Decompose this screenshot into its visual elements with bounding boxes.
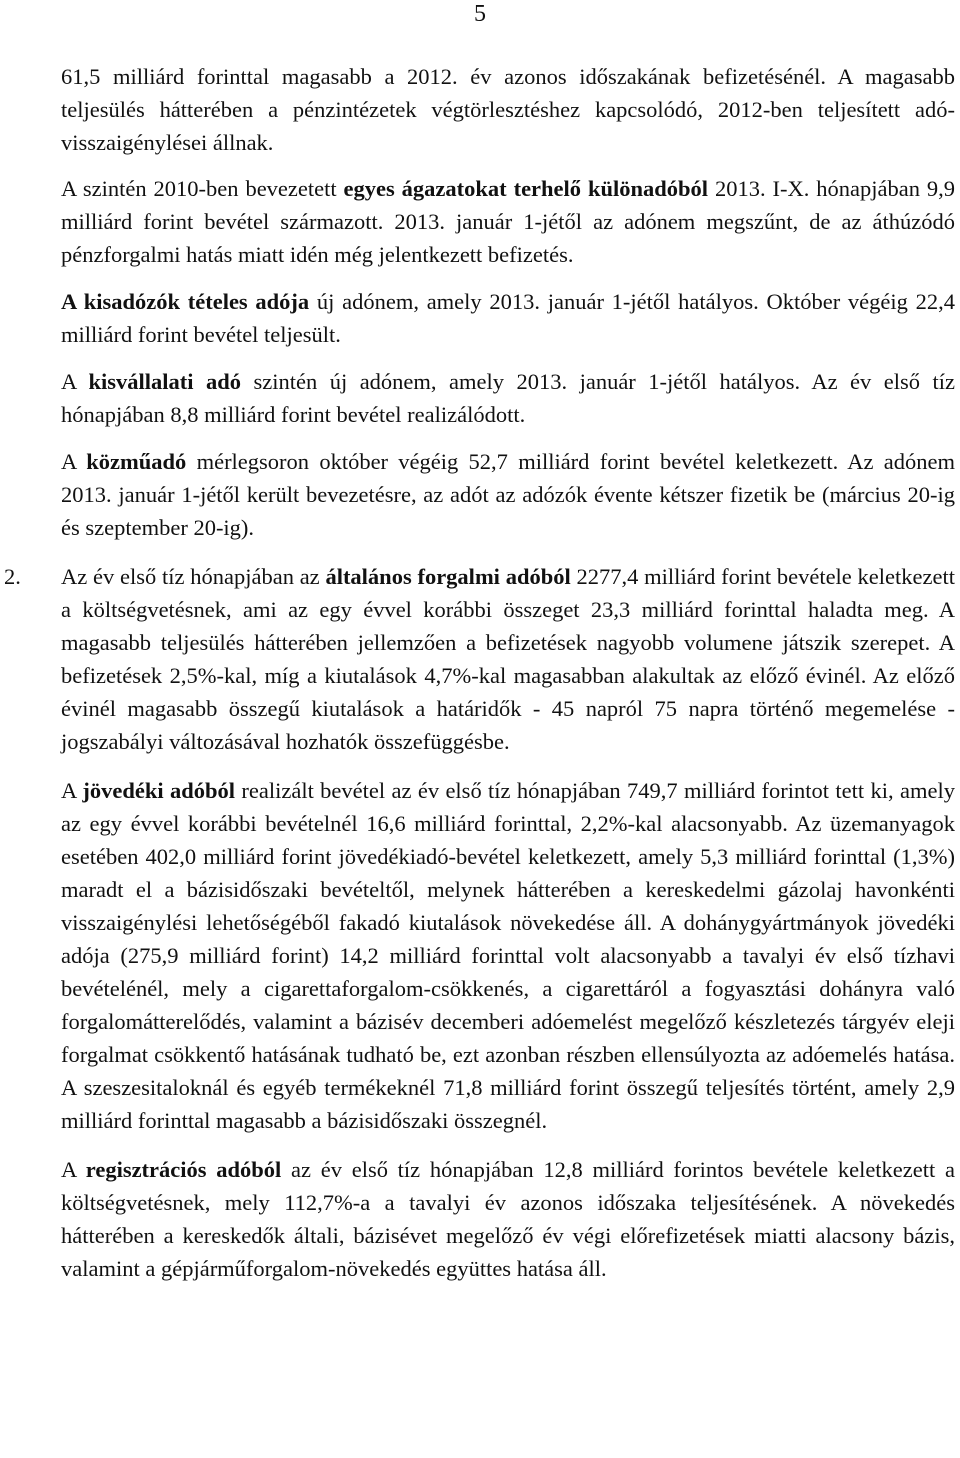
text-segment: A — [61, 1157, 86, 1182]
text-segment: Az év első tíz hónapjában az — [61, 564, 326, 589]
section-number: 2. — [4, 564, 21, 589]
page-number: 5 — [474, 1, 486, 27]
text-segment: 2277,4 milliárd forint bevétele keletkezett a költségvetésnek, ami az egy évvel korábbi összeget 23,3 milliárd forinttal haladta meg. A magasabb teljesülés hátterében jellemzően a befizetések nagyobb volumene játszik szerepet. A befizetések 2,5%-kal, míg a kiutalások 4,7%-kal magasabban alakultak az előző évinél. Az előző évinél magasabb összegű kiutalások a határidők - 45 napról 75 napra történő megemelése - jogszabályi változásával hozhatók összefüggésbe. — [61, 564, 955, 754]
text-segment: az év első tíz hónapjában 12,8 milliárd forintos bevétele keletkezett a költségvetésnek, mely 112,7%-a a tavalyi év azonos időszaka teljesítésének. A növekedés hátterében a kereskedők általi, bázisévet megelőző év végi előrefizetések miatti alacsony bázis, valamint a gépjárműforgalom-növekedés együttes hatása áll. — [61, 1157, 955, 1281]
text-segment: 2013. I-X. hónapjában 9,9 milliárd forint bevétel származott. 2013. január 1-jétől az adónem megszűnt, de az áthúzódó pénzforgalmi hatás miatt idén még jelentkezett befizetés. — [61, 176, 955, 267]
emphasis-sector-tax: egyes ágazatokat terhelő különadóból — [343, 176, 709, 201]
text-segment: A — [61, 778, 83, 803]
emphasis-kiva: kisvállalati adó — [88, 369, 242, 394]
paragraph-sector-tax — [61, 172, 955, 271]
paragraph-kata — [61, 285, 955, 351]
paragraph-registration-tax — [61, 1153, 955, 1285]
text-segment: A szintén 2010-ben bevezetett — [61, 176, 344, 201]
paragraph-utility-tax — [61, 445, 955, 544]
paragraph-excise — [61, 774, 955, 1137]
text-segment: szintén új adónem, amely 2013. január 1-jétől hatályos. Az év első tíz hónapjában 8,8 milliárd forint bevétel realizálódott. — [61, 369, 955, 427]
section-2 — [4, 560, 955, 758]
paragraph-bank-refunds: 61,5 milliárd forinttal magasabb a 2012. év azonos időszakának befizetésénél. A magasabb teljesülés hátterében a pénzintézetek végtörlesztéshez kapcsolódó, 2012-ben teljesített adó-visszaigénylései állnak. — [61, 64, 955, 155]
text-segment: A — [61, 449, 87, 474]
emphasis-excise: jövedéki adóból — [82, 778, 236, 803]
text-segment: realizált bevétel az év első tíz hónapjában 749,7 milliárd forintot tett ki, amely az egy évvel korábbi bevételnél 16,6 milliárd forinttal, 2,2%-kal alacsonyabb. Az üzemanyagok esetében 402,0 milliárd forint jövedékiadó-bevétel keletkezett, amely 5,3 milliárd forinttal (1,3%) maradt el a bázisidőszaki bevételtől, melynek hátterében a kereskedelmi gázolaj havonkénti visszaigénylési lehetőségéből fakadó kiutalások növekedése áll. A dohánygyártmányok jövedéki adója (275,9 milliárd forint) 14,2 milliárd forinttal volt alacsonyabb a tavalyi év első tízhavi bevételénél, mely a cigarettaforgalom-csökkenés, a cigarettáról a fogyasztási dohányra való forgalomátterelődés, valamint a bázisév decemberi adóemelést megelőző készletezés tárgyév eleji forgalmat csökkentő hatásának tudható be, ezt azonban részben ellensúlyozta az adóemelés hatása. A szeszesitaloknál és egyéb termékeknél 71,8 milliárd forint összegű teljesítés történt, amely 2,9 milliárd forinttal magasabb a bázisidőszaki összegnél. — [61, 778, 955, 1133]
emphasis-registration-tax: regisztrációs adóból — [85, 1157, 282, 1182]
text-segment: mérlegsoron október végéig 52,7 milliárd forint bevétel keletkezett. Az adónem 2013. január 1-jétől került bevezetésre, az adót az adózók évente kétszer fizetik be (március 20-ig és szeptember 20-ig). — [61, 449, 955, 540]
text-segment: új adónem, amely 2013. január 1-jétől hatályos. Október végéig 22,4 milliárd forint bevétel teljesült. — [61, 289, 955, 347]
text-segment: A — [61, 369, 89, 394]
emphasis-kata: A kisadózók tételes adója — [61, 289, 310, 314]
paragraph-vat — [61, 560, 955, 758]
paragraph-kiva — [61, 365, 955, 431]
document-body — [4, 60, 955, 1285]
emphasis-vat: általános forgalmi adóból — [325, 564, 571, 589]
emphasis-utility-tax: közműadó — [86, 449, 187, 474]
